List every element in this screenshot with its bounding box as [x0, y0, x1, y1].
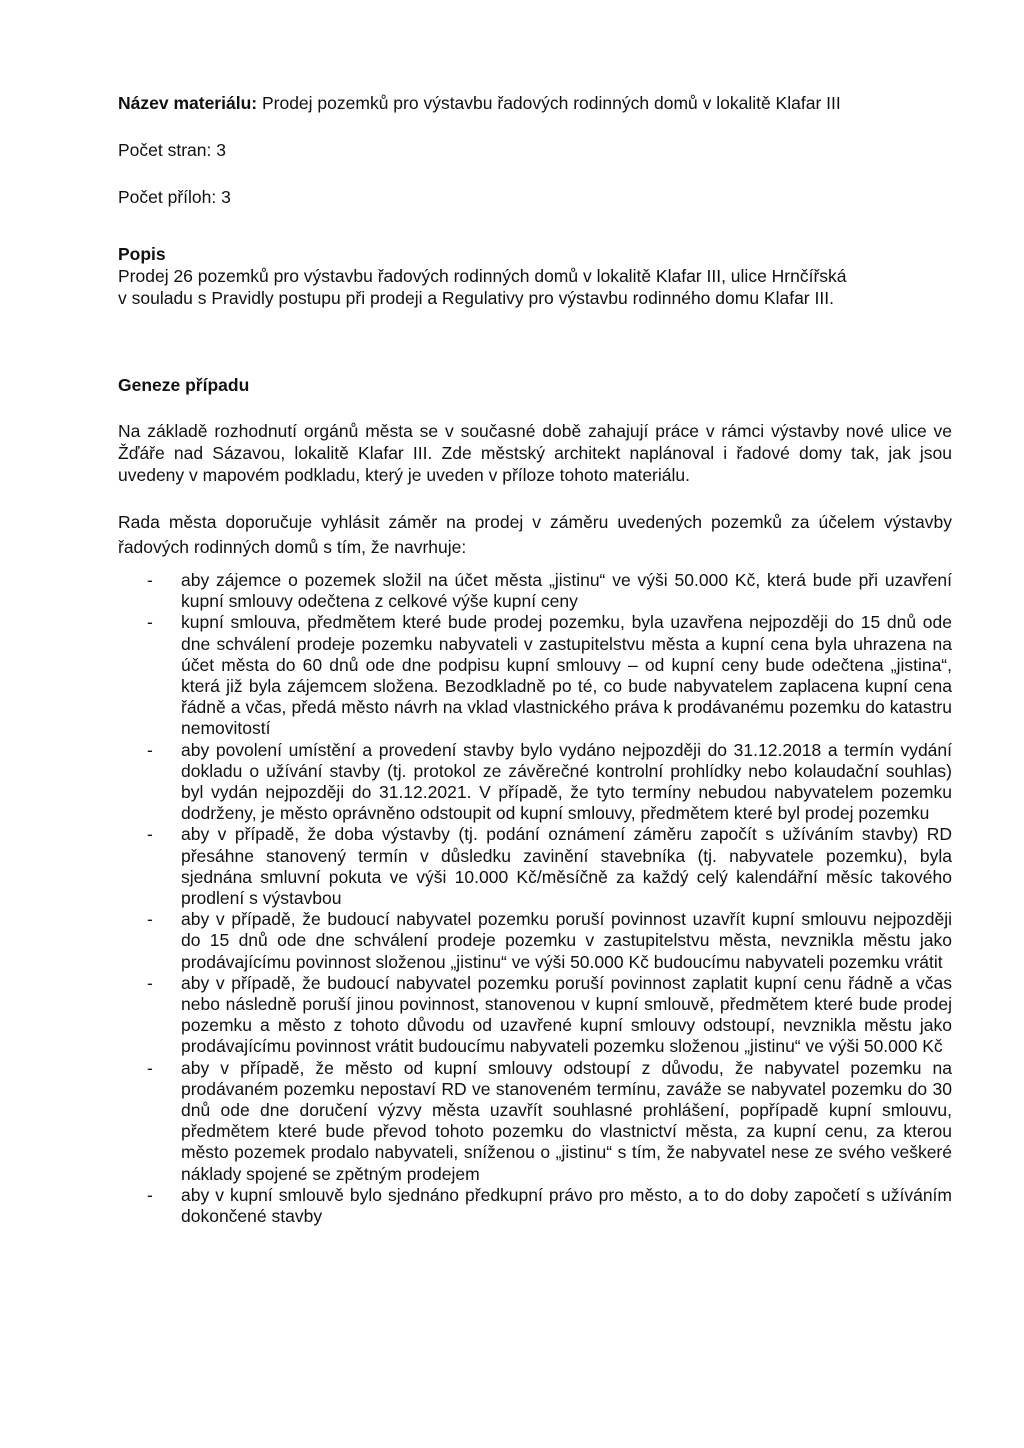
list-item-text: aby v případě, že město od kupní smlouvy odstoupí z důvodu, že nabyvatel pozemku na prodávaném pozemku nepostaví RD ve stanoveném termínu, zaváže se nabyvatel pozemku do 30 dnů ode dne doručení výzvy města uzavřít souhlasné prohlášení, popřípadě kupní smlouvu, předmětem které bude převod tohoto pozemku do vlastnictví města, za kupní cenu, za kterou město pozemek prodalo nabyvateli, sníženou o „jistinu“ s tím, že nabyvatel nese ze svého veškeré náklady spojené se zpětným prodejem — [181, 1057, 952, 1184]
list-item — [140, 973, 952, 1058]
list-item — [140, 824, 952, 909]
list-item — [140, 740, 952, 825]
attachment-count: Počet příloh: 3 — [118, 187, 231, 207]
dash-bullet: - — [147, 824, 153, 845]
list-item — [140, 1185, 952, 1227]
dash-bullet: - — [147, 1184, 153, 1205]
popis-line-1: Prodej 26 pozemků pro výstavbu řadových rodinných domů v lokalitě Klafar III, ulice Hrnčířská — [118, 266, 847, 286]
dash-bullet: - — [147, 1057, 153, 1078]
dash-bullet: - — [147, 612, 153, 633]
conditions-list — [140, 570, 952, 1227]
popis-line-2: v souladu s Pravidly postupu při prodeji a Regulativy pro výstavbu rodinného domu Klafar III. — [118, 288, 834, 308]
geneze-paragraph-1: Na základě rozhodnutí orgánů města se v současné době zahajují práce v rámci výstavby nové ulice ve Žďáře nad Sázavou, lokalitě Klafar III. Zde městský architekt naplánoval i řadové domy tak, jak jsou uvedeny v mapovém podkladu, který je uveden v příloze tohoto materiálu. — [118, 421, 952, 485]
list-item-text: aby v kupní smlouvě bylo sjednáno předkupní právo pro město, a to do doby započetí s užíváním dokončené stavby — [181, 1184, 952, 1227]
list-item-text: aby v případě, že doba výstavby (tj. podání oznámení záměru započít s užíváním stavby) RD přesáhne stanovený termín v důsledku zavinění stavebníka (tj. nabyvatele pozemku), byla sjednána smluvní pokuta ve výši 10.000 Kč/měsíčně za každý celý kalendářní měsíc takového prodlení s výstavbou — [181, 824, 952, 909]
list-item-text: aby v případě, že budoucí nabyvatel pozemku poruší povinnost uzavřít kupní smlouvu nejpozději do 15 dnů ode dne schválení prodeje pozemku v zastupitelstvu města, nevznikla městu jako prodávajícímu povinnost složenou „jistinu“ ve výši 50.000 Kč budoucímu nabyvateli pozemku vrátit — [181, 909, 952, 972]
list-item-text: aby povolení umístění a provedení stavby bylo vydáno nejpozději do 31.12.2018 a termín vydání dokladu o užívání stavby (tj. protokol ze závěrečné kontrolní prohlídky nebo kolaudační souhlas) byl vydán nejpozději do 31.12.2021. V případě, že tyto termíny nebudou nabyvatelem pozemku dodrženy, je město oprávněno odstoupit od kupní smlouvy, předmětem které byl prodej pozemku — [181, 739, 952, 824]
geneze-heading: Geneze případu — [118, 375, 250, 395]
list-item-text: kupní smlouva, předmětem které bude prodej pozemku, byla uzavřena nejpozději do 15 dnů ode dne schválení prodeje pozemku nabyvateli v zastupitelstvu města a kupní cena byla uhrazena na účet města do 60 dnů ode dne podpisu kupní smlouvy – od kupní ceny bude odečtena „jistina“, která již byla zájemcem složena. Bezodkladně po té, co bude nabyvatelem zaplacena kupní cena řádně a včas, předá město návrh na vklad vlastnického práva k prodávanému pozemku do katastru nemovitostí — [181, 612, 952, 739]
list-item — [140, 570, 952, 612]
dash-bullet: - — [147, 909, 153, 930]
dash-bullet: - — [147, 739, 153, 760]
page-count: Počet stran: 3 — [118, 140, 226, 160]
popis-heading: Popis — [118, 244, 166, 264]
dash-bullet: - — [147, 570, 153, 590]
material-title-value: Prodej pozemků pro výstavbu řadových rodinných domů v lokalitě Klafar III — [261, 93, 841, 113]
list-item — [140, 909, 952, 973]
material-title-label: Název materiálu: — [118, 93, 258, 113]
list-item — [140, 1058, 952, 1185]
list-item — [140, 612, 952, 739]
list-item-text: aby v případě, že budoucí nabyvatel pozemku poruší povinnost zaplatit kupní cenu řádně a včas nebo následně poruší jinou povinnost, stanovenou v kupní smlouvě, předmětem které bude prodej pozemku a město z tohoto důvodu od uzavřené kupní smlouvy odstoupí, nevznikla městu jako prodávajícímu povinnost vrátit budoucímu nabyvateli pozemku složenou „jistinu“ ve výši 50.000 Kč — [181, 972, 952, 1057]
geneze-paragraph-2: Rada města doporučuje vyhlásit záměr na prodej v záměru uvedených pozemků za účelem výstavby řadových rodinných domů s tím, že navrhuje: — [118, 512, 952, 557]
dash-bullet: - — [147, 972, 153, 993]
list-item-text: aby zájemce o pozemek složil na účet města „jistinu“ ve výši 50.000 Kč, která bude při uzavření kupní smlouvy odečtena z celkové výše kupní ceny — [181, 570, 952, 612]
material-title — [118, 92, 841, 114]
